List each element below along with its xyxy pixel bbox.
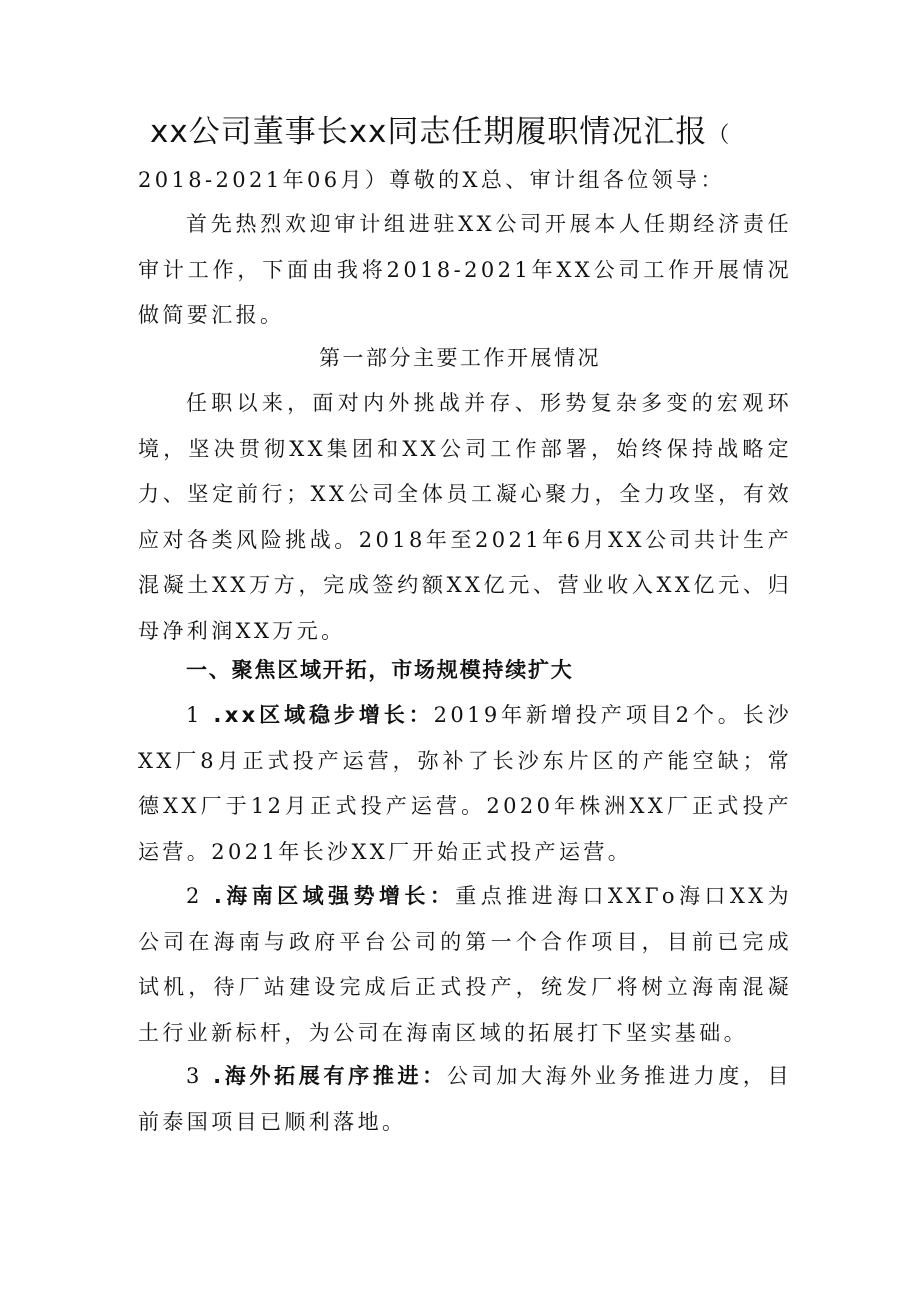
item-text-2: 重点推进海口XXГo海口XX为公司在海南与政府平台公司的第一个合作项目，目前已完成试机，待厂站建设完成后正式投产，统发厂将树立海南混凝土行业新标杆，为公司在海南区域的拓展打下坚实基础。: [138, 884, 792, 1045]
item-lead-3: .海外拓展有序推进：: [213, 1064, 447, 1088]
item-number-3: 3: [186, 1064, 203, 1088]
document-title-text: xx公司董事长xx同志任期履职情况汇报: [150, 114, 708, 150]
item-lead-1: .xx区域稳步增长：: [213, 703, 434, 727]
intro-paragraph: 首先热烈欢迎审计组进驻XX公司开展本人任期经济责任审计工作，下面由我将2018-2021年XX公司工作开展情况做简要汇报。: [138, 212, 792, 327]
item-lead-2: .海南区域强势增长：: [213, 884, 456, 908]
section-one-heading: 一、聚焦区域开拓，市场规模持续扩大: [186, 658, 574, 682]
item-paragraph-2: [138, 874, 792, 1056]
opening-line: 2018-2021年06月）尊敬的X总、审计组各位领导：: [138, 168, 725, 192]
part-one-heading: 第一部分主要工作开展情况: [319, 346, 601, 370]
item-paragraph-3: [138, 1054, 792, 1145]
part-one-summary: 任职以来，面对内外挑战并存、形势复杂多变的宏观环境，坚决贯彻XX集团和XX公司工作部署，始终保持战略定力、坚定前行；XX公司全体员工凝心聚力，全力攻坚，有效应对各类风险挑战。2018年至2021年6月XX公司共计生产混凝土XX万方，完成签约额XX亿元、营业收入XX亿元、归母净利润XX万元。: [138, 391, 792, 643]
document-title: [150, 110, 850, 158]
item-text-3: 公司加大海外业务推进力度，目前泰国项目已顺利落地。: [138, 1064, 792, 1134]
item-number-2: 2: [186, 884, 203, 908]
item-paragraph-1: [138, 693, 792, 875]
title-open-paren: （: [707, 123, 731, 148]
item-text-1: 2019年新增投产项目2个。长沙XX厂8月正式投产运营，弥补了长沙东片区的产能空缺；常德XX厂于12月正式投产运营。2020年株洲XX厂正式投产运营。2021年长沙XX厂开始正式投产运营。: [138, 703, 792, 864]
item-number-1: 1: [186, 703, 203, 727]
